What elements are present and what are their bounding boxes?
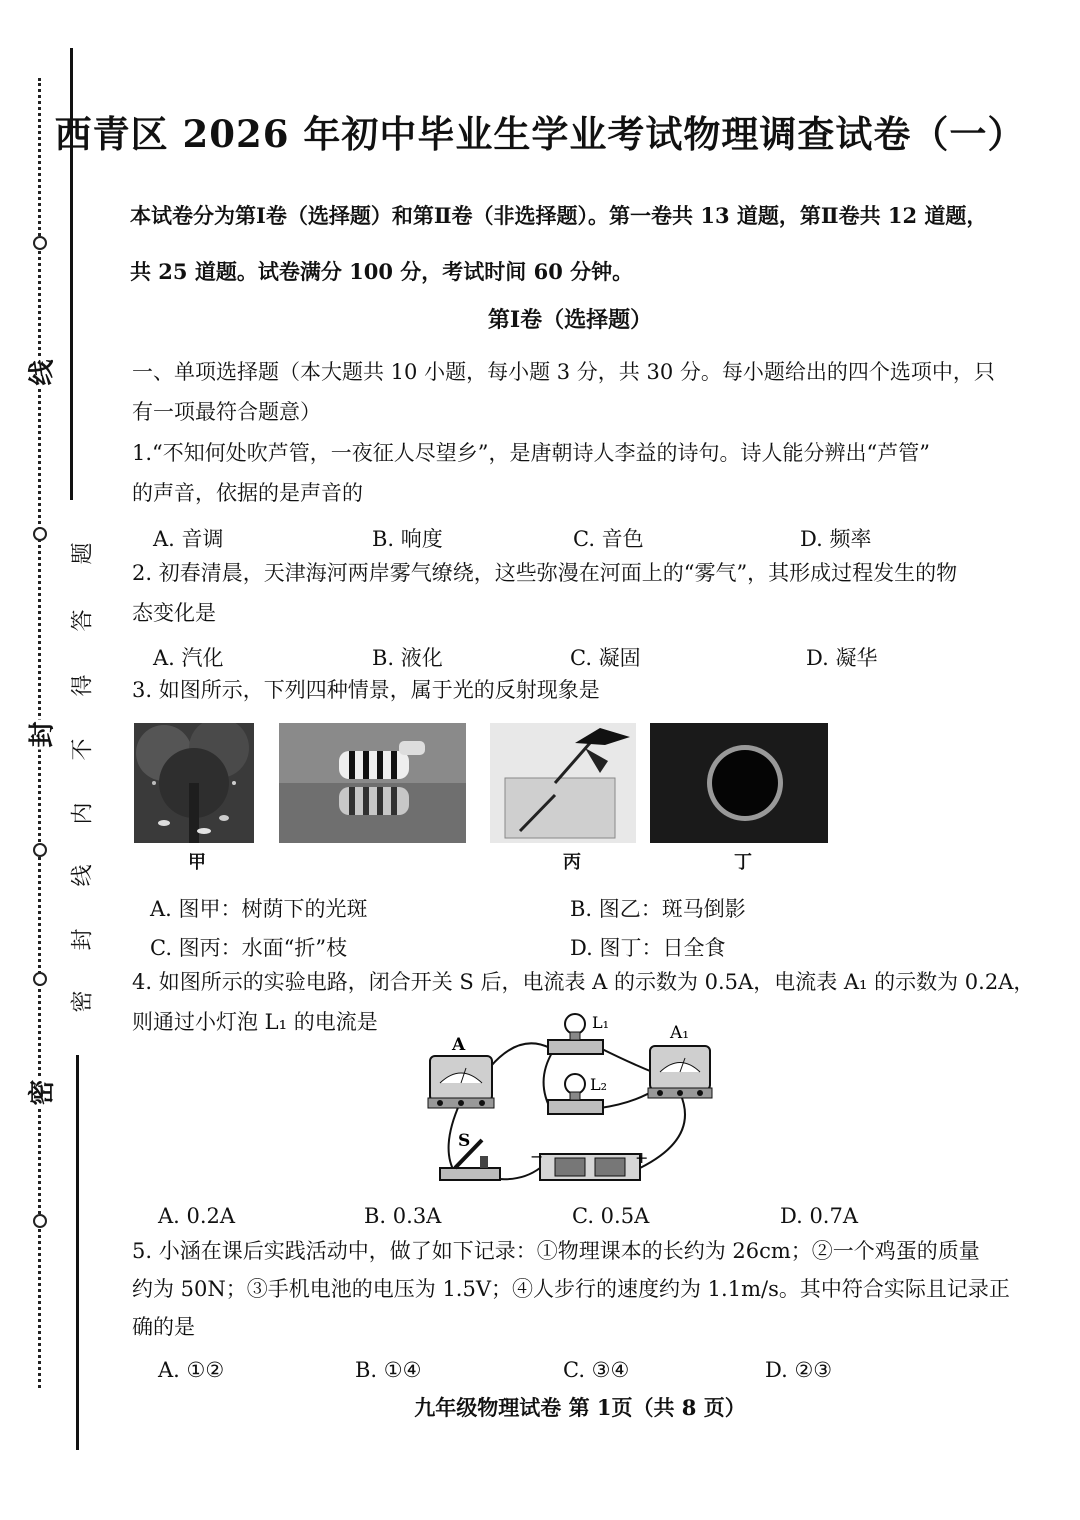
seal-warning-char: 封 [70,928,96,951]
q2-option-a: A. 汽化 [153,646,224,670]
label-ammeter-a1: A₁ [670,1023,690,1043]
question-line: 态变化是 [132,601,216,625]
seal-warning-char: 得 [70,674,96,697]
question-line: 2. 初春清晨，天津海河两岸雾气缭绕，这些弥漫在河面上的“雾气”，其形成过程发生的物 [132,561,958,585]
label-minus: − [530,1147,544,1166]
ammeter-a-icon [428,1056,494,1108]
figure-zebra-reflection [279,723,466,843]
q4-option-a: A. 0.2A [158,1204,236,1228]
q3-option-a: A. 图甲：树荫下的光斑 [150,897,368,921]
ammeter-a1-icon [648,1046,712,1098]
label-lamp-l1: L₁ [592,1013,610,1032]
seal-warning-char: 内 [70,802,96,825]
battery-icon [540,1154,640,1180]
q2-option-c: C. 凝固 [570,646,641,670]
figure-caption: 丁 [734,852,752,873]
seal-warning-char: 答 [70,609,96,632]
figure-caption: 丙 [563,852,581,873]
question-2 [132,553,1037,633]
seal-warning-char: 题 [70,542,96,565]
label-switch: S [458,1131,471,1151]
label-ammeter-a: A [452,1035,466,1055]
intro-line: 本试卷分为第Ⅰ卷（选择题）和第Ⅱ卷（非选择题）。第一卷共 13 道题，第Ⅱ卷共 12 道题， [130,203,988,228]
q2-option-d: D. 凝华 [806,646,878,670]
q1-option-a: A. 音调 [153,527,224,551]
q4-option-d: D. 0.7A [780,1204,859,1228]
page-footer: 九年级物理试卷 第 1页（共 8 页） [414,1395,746,1420]
q3-option-b: B. 图乙：斑马倒影 [570,897,746,921]
section-title: 第Ⅰ卷（选择题） [487,307,653,333]
figure-caption: 甲 [188,852,206,873]
exam-intro [130,188,1030,300]
figure-tree-shade [134,723,254,843]
question-line: 则通过小灯泡 L₁ 的电流是 [132,1010,378,1034]
question-1 [132,433,1037,513]
figure-solar-eclipse [650,723,828,843]
part1-line: 一、单项选择题（本大题共 10 小题，每小题 3 分，共 30 分。每小题给出的四个选项中，只 [132,360,995,384]
question-line: 5. 小涵在课后实践活动中，做了如下记录：①物理课本的长约为 26cm；②一个鸡蛋的质量 [132,1239,980,1263]
question-line: 的声音，依据的是声音的 [132,481,363,505]
question-line: 1.“不知何处吹芦管，一夜征人尽望乡”，是唐朝诗人李益的诗句。诗人能分辨出“芦管” [132,441,930,465]
circuit-diagram [410,1008,720,1188]
question-line: 4. 如图所示的实验电路，闭合开关 S 后，电流表 A 的示数为 0.5A，电流表 A₁ 的示数为 0.2A， [132,970,1035,994]
label-lamp-l2: L₂ [590,1075,608,1094]
label-plus: + [635,1148,649,1167]
figure-branch-in-water [490,723,636,843]
binding-hole-icon [33,1214,47,1228]
exam-title: 西青区 2026 年初中毕业生学业考试物理调查试卷（一） [54,112,1026,156]
question-3 [132,670,1037,710]
q4-option-c: C. 0.5A [572,1204,650,1228]
q5-option-b: B. ①④ [355,1358,422,1382]
q5-option-d: D. ②③ [765,1358,833,1382]
q2-option-b: B. 液化 [372,646,443,670]
question-line: 约为 50N；③手机电池的电压为 1.5V；④人步行的速度约为 1.1m/s。其中符合实际且记录正 [132,1277,1010,1301]
seal-char: 封 [22,720,59,750]
q3-option-c: C. 图丙：水面“折”枝 [150,936,348,960]
seal-warning-char: 密 [70,990,96,1013]
question-5 [132,1232,1037,1346]
question-line: 3. 如图所示，下列四种情景，属于光的反射现象是 [132,678,600,702]
seal-char: 密 [22,1078,59,1108]
q3-option-d: D. 图丁：日全食 [570,936,726,960]
intro-line: 共 25 道题。试卷满分 100 分，考试时间 60 分钟。 [130,259,634,284]
q5-option-a: A. ①② [158,1358,225,1382]
part1-line: 有一项最符合题意） [132,400,321,424]
question-line: 确的是 [132,1315,195,1339]
q1-option-d: D. 频率 [800,527,872,551]
q1-option-b: B. 响度 [372,527,443,551]
q1-option-c: C. 音色 [573,527,644,551]
binding-hole-icon [33,843,47,857]
seal-char: 线 [22,358,59,388]
seal-warning-char: 不 [70,738,96,761]
q5-option-c: C. ③④ [563,1358,630,1382]
margin-solid-line-bottom [76,1055,79,1450]
binding-hole-icon [33,972,47,986]
q4-option-b: B. 0.3A [364,1204,442,1228]
part1-heading [132,352,1037,432]
binding-hole-icon [33,236,47,250]
seal-warning-char: 线 [70,864,96,887]
binding-hole-icon [33,527,47,541]
